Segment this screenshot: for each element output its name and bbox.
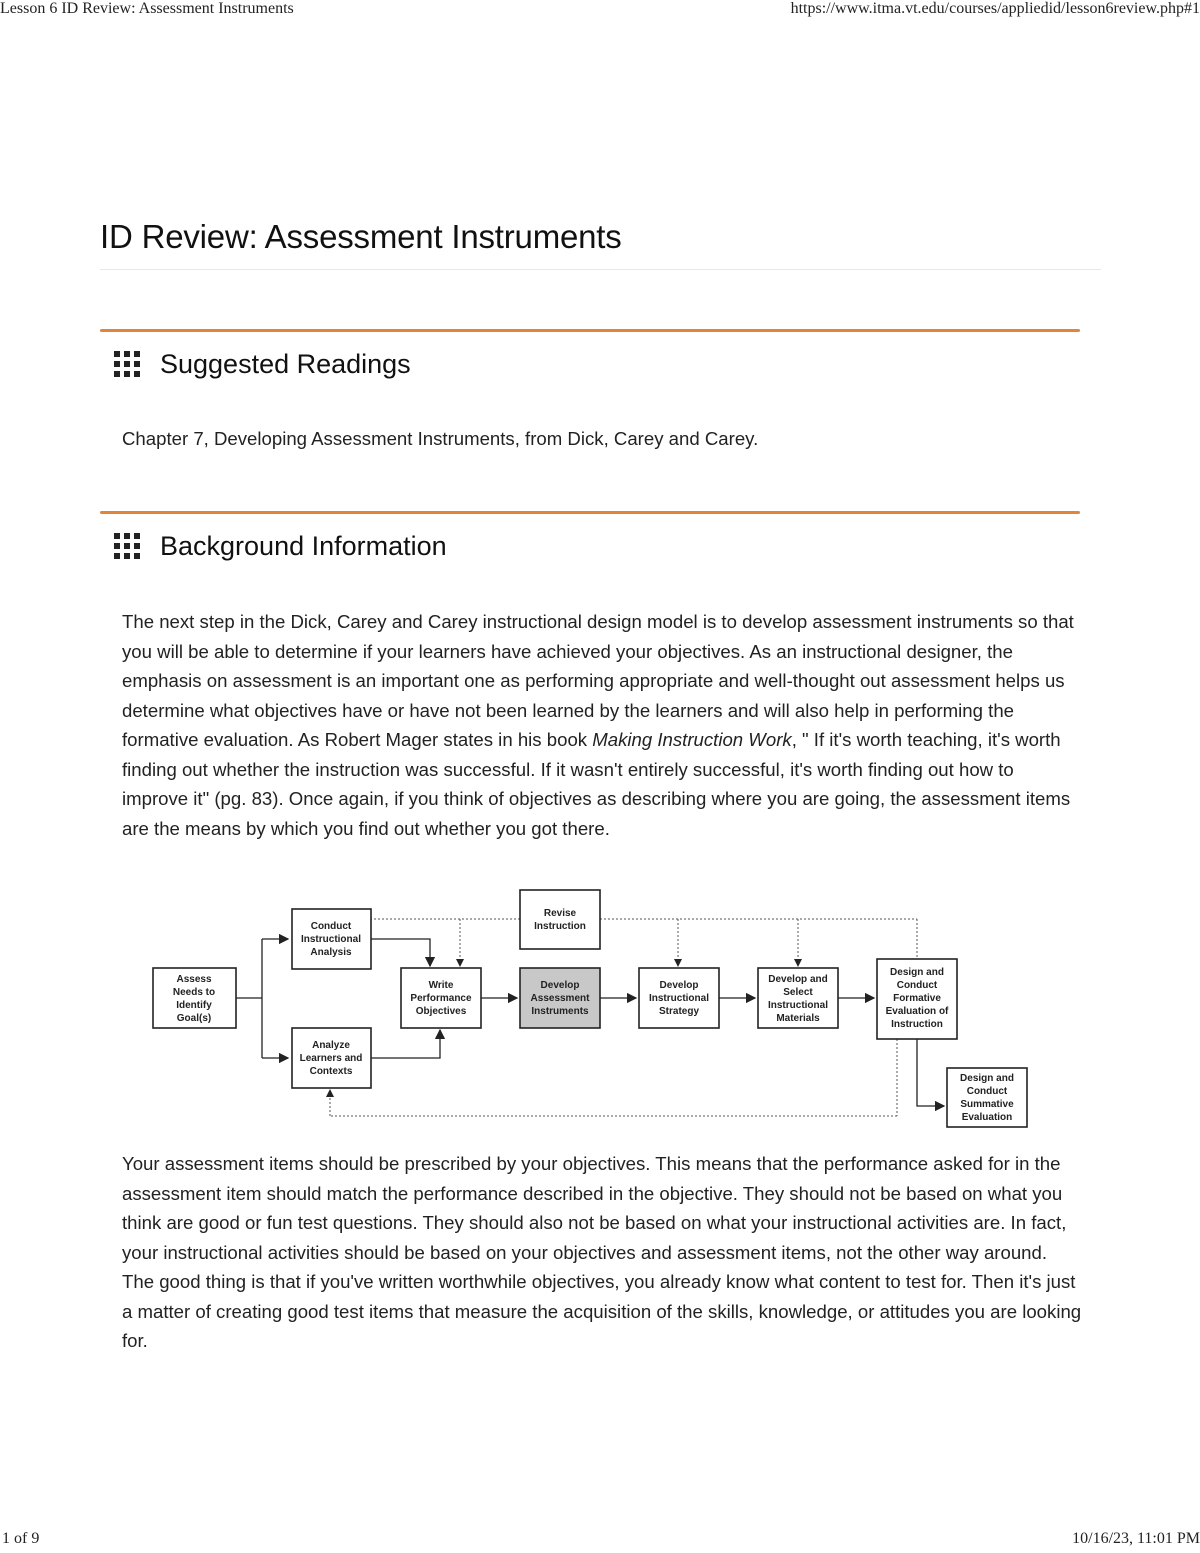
diagram-box-revise-instruction (520, 890, 600, 949)
id-model-diagram (140, 886, 1040, 1134)
paragraph-text: The next step in the Dick, Carey and Carey instructional design model is to develop assessment instruments so that you will be able to determine if your learners have achieved your objectives. As an instructional designer, the emphasis on assessment is an important one as performing appropriate and well-thought out assessment helps us determine what objectives have or have not been learned by the learners and will also help in performing the formative evaluation. As Robert Mager states in his book (122, 611, 1074, 750)
svg-text:AssessNeeds toIdentifyGoal(s): Assess Needs to Identify Goal(s) (172, 974, 216, 1024)
print-header-url[interactable]: https://www.itma.vt.edu/courses/appliedid/lesson6review.php#1 (790, 0, 1200, 17)
section-title: Suggested Readings (160, 348, 411, 379)
grid-icon (114, 351, 140, 377)
svg-text:ConductInstructionalAnalysis: Conduct Instructional Analysis (300, 921, 362, 958)
print-header (0, 0, 1200, 22)
svg-text:DevelopInstructionalStrategy: Develop Instructional Strategy (648, 980, 710, 1017)
print-timestamp: 10/16/23, 11:01 PM (1072, 1530, 1200, 1547)
title-divider (100, 269, 1101, 270)
section-title: Background Information (160, 530, 447, 561)
diagram-label: Assess (176, 974, 212, 985)
grid-icon (114, 533, 140, 559)
print-header-title: Lesson 6 ID Review: Assessment Instruments (0, 0, 294, 17)
paragraph-text: , " If it's worth teaching, it's worth finding out whether the instruction was successful. If it wasn't entirely successful, it's worth finding out how to improve it" (pg. 83). Once again, if you think of objectives as describing where you are going, the assessment items are the means by which you find out whether you got there. (122, 729, 1071, 839)
page-count: 1 of 9 (2, 1530, 40, 1547)
svg-text:Design andConductSummativeEval: Design and Conduct Summative Evaluation (960, 1073, 1014, 1123)
section-heading-background-information (114, 528, 447, 564)
svg-text:WritePerformanceObjectives: Write Performance Objectives (410, 980, 472, 1017)
background-paragraph-1 (122, 607, 1082, 843)
book-title: Making Instruction Work (592, 729, 792, 750)
page-title: ID Review: Assessment Instruments (100, 218, 622, 255)
svg-text:DevelopAssessmentInstruments: Develop Assessment Instruments (530, 980, 590, 1017)
svg-text:AnalyzeLearners andContexts: Analyze Learners and Contexts (299, 1040, 363, 1077)
section-divider (100, 511, 1080, 514)
svg-text:Design andConductFormativeEval: Design and Conduct Formative Evaluation of Instruction (885, 967, 949, 1030)
section-heading-suggested-readings (114, 346, 411, 382)
section-divider (100, 329, 1080, 332)
svg-text:Develop andSelectInstructional: Develop and Select Instructional Materials (767, 974, 829, 1024)
svg-text:ReviseInstruction: Revise Instruction (534, 908, 586, 932)
suggested-readings-text: Chapter 7, Developing Assessment Instruments, from Dick, Carey and Carey. (122, 428, 759, 449)
background-paragraph-2: Your assessment items should be prescribed by your objectives. This means that the performance asked for in the assessment item should match the performance described in the objective. They should not be based on what you think are good or fun test questions. They should also not be based on what your instructional activities are. In fact, your instructional activities should be based on your objectives and assessment items, not the other way around. The good thing is that if you've written worthwhile objectives, you already know what content to test for. Then it's just a matter of creating good test items that measure the acquisition of the skills, knowledge, or attitudes you are looking for. (122, 1153, 1082, 1351)
